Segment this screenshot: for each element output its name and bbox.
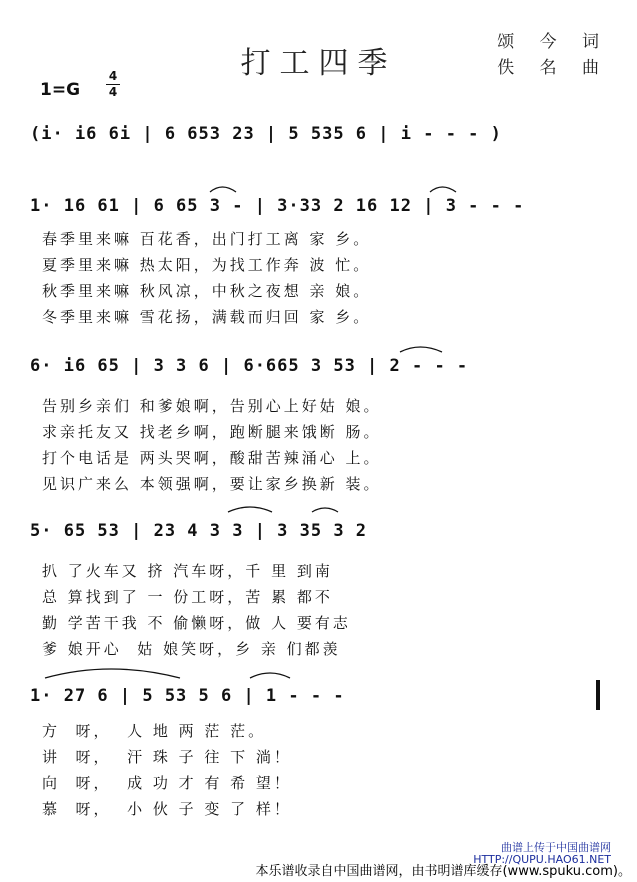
staff-notes: 1· 16 61 | 6 65 3 - | 3·33 2 16 12 | 3 - - - — [30, 196, 525, 216]
lyric-line: 秋季里来嘛 秋风凉，中秋之夜想 亲 娘。 — [42, 282, 372, 300]
slur — [250, 673, 290, 678]
lyric-line: 扒 了火车又 挤 汽车呀，千 里 到南 — [42, 562, 333, 580]
staff-notes: 1· 27 6 | 5 53 5 6 | 1 - - - — [30, 686, 345, 706]
staff-verse-1 — [30, 190, 610, 230]
lyric-line: 见识广来么 本领强啊，要让家乡换新 装。 — [42, 475, 382, 493]
staff-chorus-2 — [30, 680, 610, 720]
staff-verse-2 — [30, 350, 610, 390]
lyric-line: 方 呀， 人 地 两 茫 茫。 — [42, 722, 267, 740]
staff-chorus-1 — [30, 515, 610, 555]
staff-notes: 6· i6 65 | 3 3 6 | 6·665 3 53 | 2 - - - — [30, 356, 469, 376]
time-sig-top: 4 — [108, 69, 118, 83]
staff-notes: 5· 65 53 | 23 4 3 3 | 3 35 3 2 — [30, 521, 368, 541]
lyric-line: 告别乡亲们 和爹娘啊，告别心上好姑 娘。 — [42, 397, 382, 415]
site-watermark-line1: 曲谱上传于中国曲谱网 — [501, 841, 611, 854]
site-watermark-line2: HTTP://QUPU.HAO61.NET — [473, 853, 611, 866]
key-signature: 1=G — [40, 80, 81, 100]
lyric-line: 春季里来嘛 百花香，出门打工离 家 乡。 — [42, 230, 372, 248]
source-note: 本乐谱收录自中国曲谱网，由书明谱库缓存(www.spuku.com)。 — [255, 864, 631, 879]
slur — [312, 508, 338, 512]
lyric-line: 讲 呀， 汗 珠 子 往 下 淌！ — [42, 748, 292, 766]
staff-notes: (i· i6 6i | 6 653 23 | 5 535 6 | i - - - ) — [30, 124, 502, 144]
lyric-line: 冬季里来嘛 雪花扬，满载而归回 家 乡。 — [42, 308, 372, 326]
lyric-line: 勤 学苦干我 不 偷懒呀，做 人 要有志 — [42, 614, 351, 632]
lyric-line: 夏季里来嘛 热太阳，为找工作奔 波 忙。 — [42, 256, 372, 274]
lyric-line: 总 算找到了 一 份工呀，苦 累 都不 — [42, 588, 333, 606]
composer-credit: 佚 名 曲 — [497, 58, 609, 78]
slur — [45, 669, 180, 678]
page-title: 打工四季 — [240, 46, 397, 81]
time-signature — [106, 70, 120, 99]
lyricist-credit: 颂 今 词 — [497, 32, 609, 52]
lyric-line: 打个电话是 两头哭啊，酸甜苦辣涌心 上。 — [42, 449, 382, 467]
lyric-line: 求亲托友又 找老乡啊，跑断腿来饿断 肠。 — [42, 423, 382, 441]
lyric-line: 爹 娘开心 姑 娘笑呀，乡 亲 们都羡 — [42, 640, 341, 658]
time-sig-bottom: 4 — [108, 85, 118, 99]
lyric-line: 向 呀， 成 功 才 有 希 望！ — [42, 774, 292, 792]
staff-intro — [30, 118, 610, 158]
lyric-line: 慕 呀， 小 伙 子 变 了 样！ — [42, 800, 292, 818]
slur — [228, 507, 272, 512]
